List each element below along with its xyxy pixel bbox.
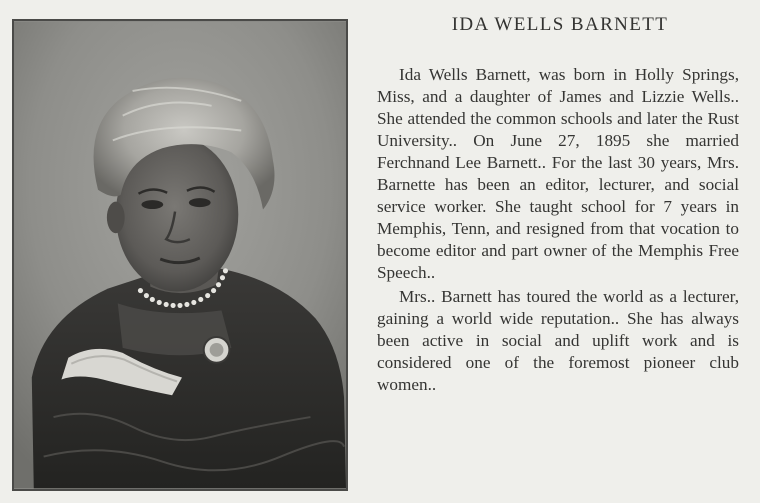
bio-paragraph: Ida Wells Barnett, was born in Holly Springs, Miss, and a daughter of James and Lizzie Wells.. She attended the common schools and later the Rust University.. On June 27, 1895 she married Ferchnand Lee Barnett.. For the last 30 years, Mrs. Barnette has been an editor, lecturer, and social service worker. She taught school for 7 years in Memphis, Tenn, and resigned from that vocation to become editor and part owner of the Memphis Free Speech..	[377, 65, 739, 282]
portrait-illustration	[14, 21, 346, 489]
biography-text	[377, 64, 739, 396]
page-title: IDA WELLS BARNETT	[451, 14, 669, 35]
portrait-photo	[12, 19, 348, 491]
bio-paragraph: Mrs.. Barnett has toured the world as a lecturer, gaining a world wide reputation.. She has always been active in social and uplift work and is considered one of the foremost pioneer club women..	[377, 287, 739, 394]
